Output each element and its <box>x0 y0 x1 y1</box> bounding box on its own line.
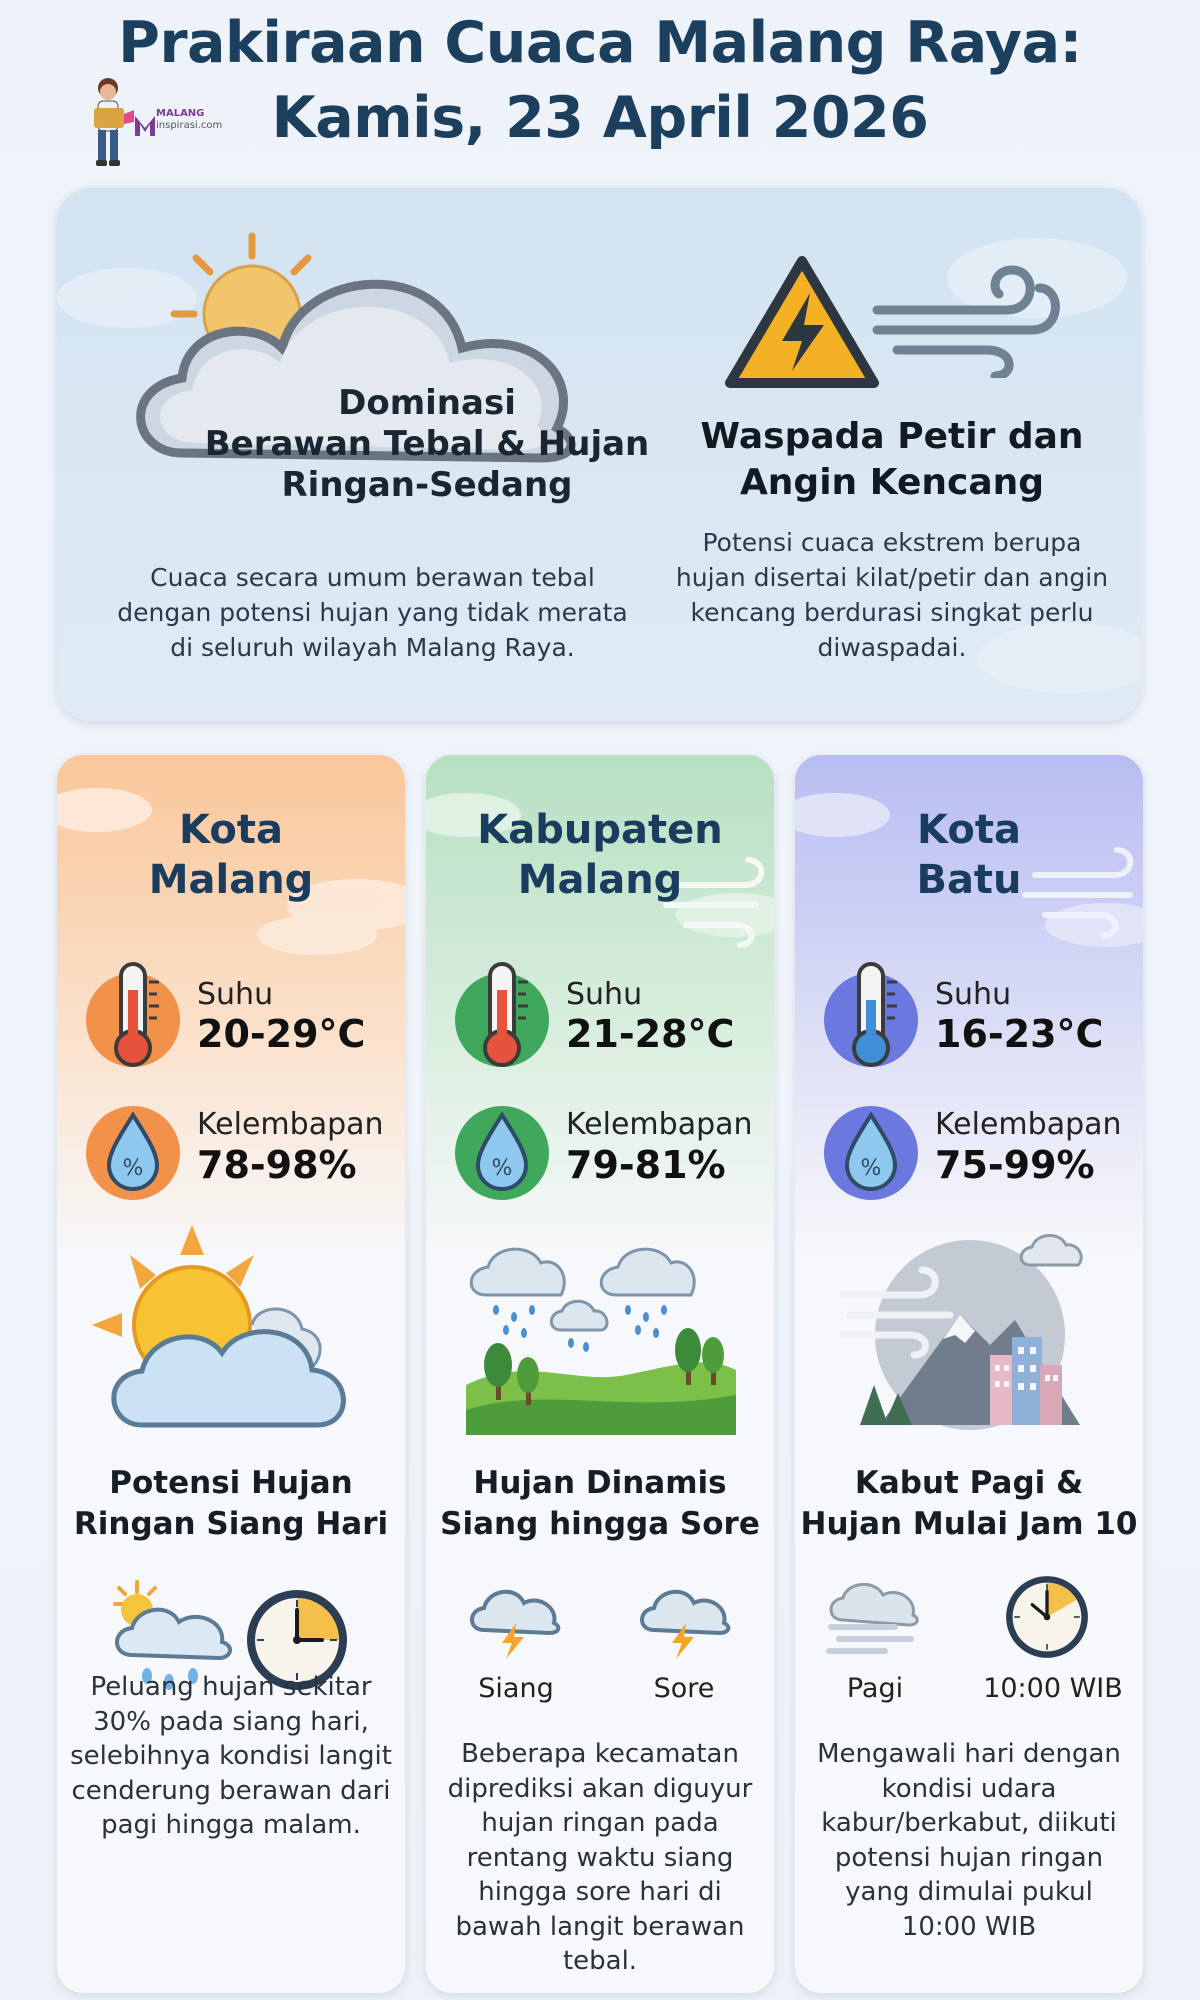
forecast-headline-line-2: Siang hingga Sore <box>440 1506 760 1542</box>
desc-line: kondisi udara <box>881 1773 1057 1804</box>
summary-panel <box>57 188 1141 721</box>
region-name <box>795 805 1143 905</box>
desc-line: Beberapa kecamatan <box>461 1739 739 1769</box>
warning-desc-line-4: diwaspadai. <box>817 633 967 662</box>
temperature-label: Suhu <box>197 977 274 1012</box>
humidity-label: Kelembapan <box>197 1107 384 1142</box>
thermometer-icon <box>454 960 554 1070</box>
svg-text:%: % <box>122 1156 144 1181</box>
region-name-line-1: Kabupaten <box>477 807 723 853</box>
region-card-kabupaten-malang <box>426 755 774 1993</box>
warning-desc-line-2: hujan disertai kilat/petir dan angin <box>675 563 1109 592</box>
warning-heading <box>657 414 1127 506</box>
lightning-warning-icon <box>722 253 882 393</box>
desc-line: kabur/berkabut, diikuti <box>821 1808 1117 1838</box>
thermometer-icon <box>85 960 185 1070</box>
region-name-line-2: Malang <box>517 857 683 903</box>
temperature-label: Suhu <box>935 977 1012 1012</box>
forecast-description <box>436 1737 764 1979</box>
region-name-line-1: Kota <box>179 807 283 853</box>
forecast-headline-line-2: Hujan Mulai Jam 10 <box>800 1506 1138 1542</box>
humidity-drop-icon <box>823 1103 923 1203</box>
humidity-label: Kelembapan <box>566 1107 753 1142</box>
forecast-headline-line-2: Ringan Siang Hari <box>73 1506 389 1542</box>
general-desc-line-2: dengan potensi hujan yang tidak merata <box>117 598 628 627</box>
time-label-sore: Sore <box>653 1673 715 1704</box>
foggy-mountain-city-icon <box>840 1225 1100 1430</box>
general-desc-line-1: Cuaca secara umum berawan tebal <box>150 563 595 592</box>
time-label-10-wib: 10:00 WIB <box>983 1673 1123 1704</box>
desc-line: 30% pada siang hari, <box>93 1706 369 1737</box>
general-heading-line-2: Berawan Tebal & Hujan <box>204 424 650 464</box>
rainy-hills-icon <box>466 1235 736 1435</box>
svg-text:%: % <box>491 1156 513 1181</box>
forecast-headline <box>426 1463 774 1545</box>
warning-desc-line-1: Potensi cuaca ekstrem berupa <box>702 528 1082 557</box>
humidity-label: Kelembapan <box>935 1107 1122 1142</box>
region-name-line-2: Malang <box>148 857 314 903</box>
temperature-value: 21-28°C <box>566 1012 735 1056</box>
storm-cloud-icon <box>636 1575 732 1661</box>
forecast-headline-line-1: Potensi Hujan <box>109 1465 353 1501</box>
warning-desc-line-3: kencang berdurasi singkat perlu <box>690 598 1094 627</box>
region-card-kota-batu <box>795 755 1143 1993</box>
forecast-headline-line-1: Kabut Pagi & <box>854 1465 1084 1501</box>
humidity-drop-icon <box>85 1103 185 1203</box>
humidity-value: 78-98% <box>197 1143 357 1187</box>
region-name-line-2: Batu <box>916 857 1022 903</box>
warning-heading-line-1: Waspada Petir dan <box>700 416 1084 457</box>
warning-description <box>652 525 1132 665</box>
region-card-kota-malang <box>57 755 405 1993</box>
temperature-value: 20-29°C <box>197 1012 366 1056</box>
svg-text:%: % <box>860 1156 882 1181</box>
forecast-description <box>805 1737 1133 1944</box>
clock-icon <box>1002 1572 1092 1662</box>
thermometer-icon <box>823 960 923 1070</box>
desc-line: hingga sore hari di <box>478 1877 722 1907</box>
temperature-label: Suhu <box>566 977 643 1012</box>
general-description <box>105 560 640 665</box>
humidity-value: 75-99% <box>935 1143 1095 1187</box>
forecast-headline-line-1: Hujan Dinamis <box>473 1465 727 1501</box>
wind-icon <box>867 258 1067 378</box>
forecast-headline <box>795 1463 1143 1545</box>
region-name <box>57 805 405 905</box>
desc-line: selebihnya kondisi langit <box>70 1741 392 1771</box>
desc-line: cenderung berawan dari <box>71 1775 391 1806</box>
time-label-siang: Siang <box>478 1673 554 1704</box>
desc-line: Peluang hujan sekitar <box>90 1672 372 1702</box>
storm-cloud-icon <box>466 1575 562 1661</box>
desc-line: Mengawali hari dengan <box>817 1739 1121 1769</box>
desc-line: diprediksi akan diguyur <box>447 1773 753 1804</box>
general-heading-line-3: Ringan-Sedang <box>281 465 573 505</box>
logo-text <box>156 108 222 132</box>
desc-line: pagi hingga malam. <box>101 1810 361 1840</box>
title-line-2: Kamis, 23 April 2026 <box>271 85 929 151</box>
desc-line: yang dimulai pukul <box>845 1877 1093 1907</box>
desc-line: hujan ringan pada <box>481 1808 719 1838</box>
desc-line: rentang waktu siang <box>466 1842 734 1873</box>
fog-icon <box>825 1575 925 1655</box>
general-heading <box>177 383 677 506</box>
logo-name: MALANG <box>156 108 205 119</box>
general-desc-line-3: di seluruh wilayah Malang Raya. <box>170 633 575 662</box>
region-name <box>426 805 774 905</box>
forecast-description <box>67 1670 395 1843</box>
warning-heading-line-2: Angin Kencang <box>739 462 1045 503</box>
humidity-value: 79-81% <box>566 1143 726 1187</box>
title-line-1: Prakiraan Cuaca Malang Raya: <box>118 10 1082 76</box>
humidity-drop-icon <box>454 1103 554 1203</box>
desc-line: tebal. <box>562 1946 638 1976</box>
general-heading-line-1: Dominasi <box>338 383 516 423</box>
forecast-headline <box>57 1463 405 1545</box>
desc-line: potensi hujan ringan <box>834 1842 1104 1873</box>
sun-cloud-icon <box>92 1225 372 1435</box>
time-label-pagi: Pagi <box>846 1673 904 1704</box>
logo-domain: inspirasi.com <box>156 120 223 131</box>
desc-line: bawah langit berawan <box>455 1911 745 1942</box>
temperature-value: 16-23°C <box>935 1012 1104 1056</box>
region-name-line-1: Kota <box>917 807 1021 853</box>
desc-line: 10:00 WIB <box>901 1911 1037 1942</box>
